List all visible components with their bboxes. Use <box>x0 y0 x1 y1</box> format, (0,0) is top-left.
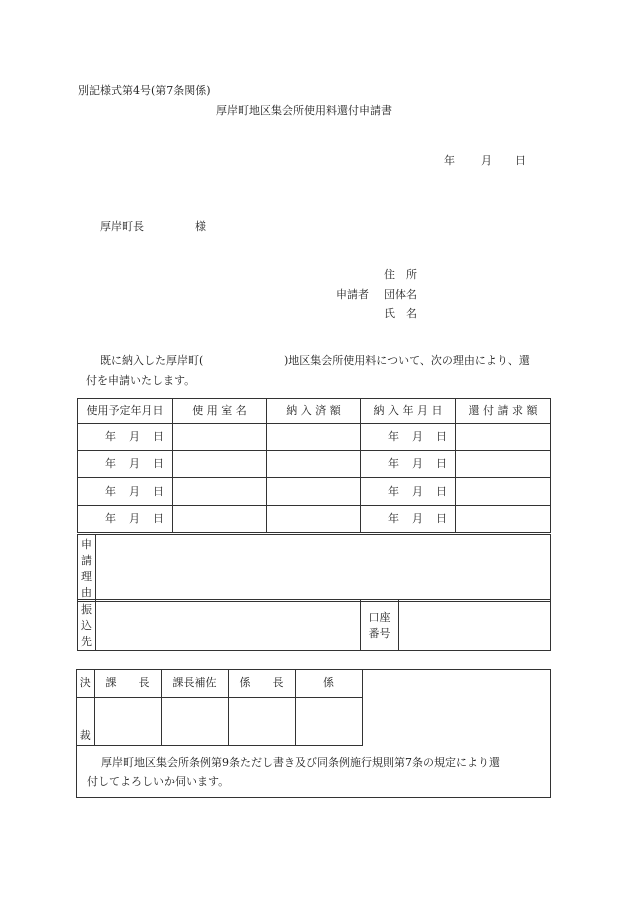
table-row <box>78 478 551 506</box>
room-name-cell[interactable] <box>173 424 267 451</box>
account-number-label: 口座 番号 <box>361 600 399 651</box>
refund-amount-cell[interactable] <box>456 451 551 478</box>
paid-amount-cell[interactable] <box>267 451 361 478</box>
body-line2: 付を申請いたします。 <box>86 374 196 387</box>
payment-date-cell[interactable]: 年 月 日 <box>361 478 456 506</box>
date-year-label: 年 <box>444 154 455 167</box>
paid-amount-cell[interactable] <box>267 478 361 506</box>
refund-table <box>77 398 551 533</box>
reason-table <box>77 534 551 602</box>
use-date-cell[interactable]: 年 月 日 <box>78 506 173 533</box>
transfer-table <box>77 599 551 651</box>
paid-amount-cell[interactable] <box>267 424 361 451</box>
date-month-label: 月 <box>481 154 492 167</box>
table-header-row <box>78 399 551 424</box>
header-use-date: 使用予定年月日 <box>78 399 173 424</box>
room-name-cell[interactable] <box>173 451 267 478</box>
addressee-honorific: 様 <box>195 220 206 233</box>
transfer-destination-field[interactable] <box>96 600 361 651</box>
approval-note-line2: 付してよろしいか伺います。 <box>87 775 230 788</box>
approval-header-unit-chief: 係 長 <box>228 670 295 697</box>
payment-date-cell[interactable]: 年 月 日 <box>361 451 456 478</box>
approval-note-line1: 厚岸町地区集会所条例第9条ただし書き及び同条例施行規則第7条の規定により還 <box>101 756 500 769</box>
room-name-cell[interactable] <box>173 506 267 533</box>
header-paid-amount: 納 入 済 額 <box>267 399 361 424</box>
header-payment-date: 納 入 年 月 日 <box>361 399 456 424</box>
address-label: 住 所 <box>384 268 417 281</box>
body-line1-suffix: )地区集会所使用料について、次の理由により、還 <box>284 354 530 367</box>
refund-amount-cell[interactable] <box>456 478 551 506</box>
approval-label-bottom: 裁 <box>77 697 94 745</box>
payment-date-cell[interactable]: 年 月 日 <box>361 424 456 451</box>
use-date-cell[interactable]: 年 月 日 <box>78 451 173 478</box>
approval-box <box>76 669 551 798</box>
transfer-label: 振 込 先 <box>78 600 96 651</box>
approval-stamp-table <box>77 670 363 746</box>
table-row <box>78 506 551 533</box>
header-room-name: 使 用 室 名 <box>173 399 267 424</box>
stamp-unit-chief[interactable] <box>228 697 295 745</box>
group-name-label: 団体名 <box>384 288 417 301</box>
table-row <box>78 451 551 478</box>
stamp-deputy-chief[interactable] <box>161 697 228 745</box>
page-title: 厚岸町地区集会所使用料還付申請書 <box>216 104 392 117</box>
name-label: 氏 名 <box>384 307 417 320</box>
account-number-field[interactable] <box>399 600 551 651</box>
refund-amount-cell[interactable] <box>456 506 551 533</box>
reason-field[interactable] <box>96 535 551 602</box>
approval-header-section-chief: 課 長 <box>94 670 161 697</box>
date-day-label: 日 <box>515 154 526 167</box>
stamp-staff[interactable] <box>295 697 362 745</box>
reason-label: 申 請 理 由 <box>78 535 96 602</box>
approval-header-staff: 係 <box>295 670 362 697</box>
header-refund-amount: 還 付 請 求 額 <box>456 399 551 424</box>
use-date-cell[interactable]: 年 月 日 <box>78 478 173 506</box>
refund-amount-cell[interactable] <box>456 424 551 451</box>
room-name-cell[interactable] <box>173 478 267 506</box>
use-date-cell[interactable]: 年 月 日 <box>78 424 173 451</box>
body-line1-prefix: 既に納入した厚岸町( <box>100 354 204 367</box>
approval-label-top: 決 <box>77 670 94 697</box>
stamp-section-chief[interactable] <box>94 697 161 745</box>
paid-amount-cell[interactable] <box>267 506 361 533</box>
payment-date-cell[interactable]: 年 月 日 <box>361 506 456 533</box>
form-label: 別記様式第4号(第7条関係) <box>78 84 211 97</box>
applicant-label: 申請者 <box>336 288 369 301</box>
approval-header-deputy-chief: 課長補佐 <box>161 670 228 697</box>
addressee-name: 厚岸町長 <box>100 220 144 233</box>
table-row <box>78 424 551 451</box>
